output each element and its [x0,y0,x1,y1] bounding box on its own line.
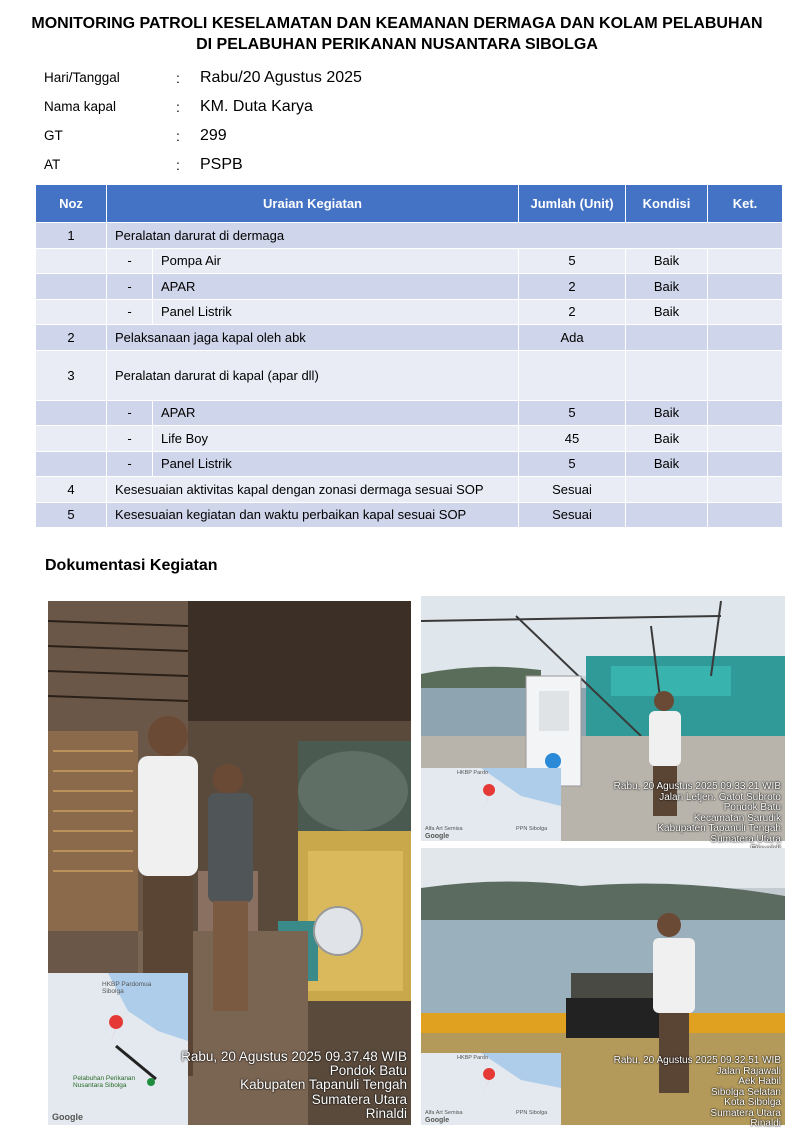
info-label: AT [44,157,61,172]
cell-uraian: Peralatan darurat di kapal (apar dll) [107,351,518,400]
title-line-2: DI PELABUHAN PERIKANAN NUSANTARA SIBOLGA [196,36,598,53]
cell-kondisi [626,477,707,502]
info-value: 299 [200,127,227,144]
activity-table [35,184,783,528]
cell-no [36,401,106,426]
table-row [36,477,782,502]
stamp-line: Rinaldi [365,1105,407,1121]
photo-harbor [421,848,785,1129]
cell-uraian: Kesesuaian kegiatan dan waktu perbaikan kapal sesuai SOP [107,503,518,528]
stamp-line: Pondok Batu [723,802,781,813]
stamp-line: Sumatera Utara [710,833,781,845]
cell-item: APAR [153,401,518,426]
table-row [36,249,782,274]
cell-jumlah: 5 [519,452,625,477]
cell-jumlah: 5 [519,249,625,274]
info-colon: : [176,99,180,115]
photo-2-stamp [614,782,781,856]
stamp-line: Kota Sibolga [724,1097,781,1108]
cell-no [36,300,106,325]
info-label: Nama kapal [44,99,117,114]
cell-ket [708,274,782,299]
cell-uraian: Peralatan darurat di dermaga [107,223,782,248]
map-label: Alfa Art Semisa [425,826,463,832]
map-label: PPN Sibolga [516,826,548,832]
cell-ket [708,452,782,477]
table-header-row [36,185,782,222]
photo-3-stamp [614,1056,781,1130]
cell-no [36,249,106,274]
stamp-line: Aek Habil [738,1076,781,1087]
map-label: HKBP Pardomua Sibolga [102,981,152,995]
info-colon: : [176,70,180,86]
cell-ket [708,477,782,502]
table-row [36,503,782,528]
cell-dash: - [107,401,152,426]
cell-ket [708,325,782,350]
stamp-line: Rabu, 20 Agustus 2025 09.33.21 WIB [613,781,781,792]
cell-no: 1 [36,223,106,248]
cell-kondisi [626,351,707,400]
col-header-jumlah: Jumlah (Unit) [519,185,625,222]
cell-item: Life Boy [153,426,518,451]
cell-jumlah: 2 [519,300,625,325]
stamp-line: Kecamatan Sarudik [693,812,781,824]
stamp-line: Rabu, 20 Agustus 2025 09.32.51 WIB [613,1055,781,1066]
engine-room-scene [48,601,411,1125]
table-row [36,401,782,426]
documentation-heading: Dokumentasi Kegiatan [45,557,218,574]
map-label: HKBP Pardo [457,770,489,776]
stamp-line: Sibolga Selatan [710,1086,781,1098]
stamp-line: Jalan Letjen. Gatot Subroto [659,791,781,803]
cell-no: 4 [36,477,106,502]
cell-no: 3 [36,351,106,400]
location-minimap [48,973,188,1125]
map-label: PPN Sibolga [516,1110,548,1116]
stamp-line: Sumatera Utara [311,1091,407,1107]
stamp-line: Sumatera Utara [710,1107,781,1119]
cell-ket [708,426,782,451]
cell-dash: - [107,249,152,274]
info-colon: : [176,128,180,144]
cell-ket [708,503,782,528]
cell-ket [708,249,782,274]
cell-kondisi [626,325,707,350]
photo-dock-panel [421,596,785,845]
document-title [0,13,794,55]
col-header-ket: Ket. [708,185,782,222]
cell-ket [708,401,782,426]
stamp-line: Rabu, 20 Agustus 2025 09.37.48 WIB [181,1049,407,1065]
col-header-no: Noz [36,185,106,222]
stamp-line: Kabupaten Tapanuli Tengah [657,823,781,834]
cell-ket [708,351,782,400]
google-logo: Google [52,1112,83,1122]
cell-jumlah [519,351,625,400]
cell-kondisi: Baik [626,452,707,477]
cell-item: Pompa Air [153,249,518,274]
photo-engine-room [48,601,411,1125]
info-colon: : [176,157,180,173]
cell-jumlah: Sesuai [519,503,625,528]
cell-ket [708,300,782,325]
cell-kondisi: Baik [626,426,707,451]
cell-jumlah: 2 [519,274,625,299]
info-label: GT [44,128,63,143]
cell-uraian: Kesesuaian aktivitas kapal dengan zonasi dermaga sesuai SOP [107,477,518,502]
cell-kondisi: Baik [626,249,707,274]
stamp-line: Jalan Rajawali [716,1065,781,1077]
cell-kondisi: Baik [626,274,707,299]
table-row [36,452,782,477]
cell-jumlah: 5 [519,401,625,426]
cell-no [36,274,106,299]
cell-dash: - [107,426,152,451]
cell-no: 5 [36,503,106,528]
cell-uraian: Pelaksanaan jaga kapal oleh abk [107,325,518,350]
map-label: Alfa Art Semisa [425,1110,463,1116]
info-value: Rabu/20 Agustus 2025 [200,69,362,86]
table-row [36,274,782,299]
stamp-line: Pondok Batu [329,1063,407,1079]
col-header-uraian: Uraian Kegiatan [107,185,518,222]
cell-jumlah: 45 [519,426,625,451]
stamp-line: Kabupaten Tapanuli Tengah [240,1077,407,1093]
cell-no: 2 [36,325,106,350]
stamp-line: Rinaldi [750,1118,781,1129]
cell-item: APAR [153,274,518,299]
table-row [36,223,782,248]
cell-jumlah: Sesuai [519,477,625,502]
cell-no [36,426,106,451]
cell-item: Panel Listrik [153,452,518,477]
col-header-kondisi: Kondisi [626,185,707,222]
google-logo: Google [425,833,450,840]
map-label: HKBP Pardo [457,1055,489,1061]
table-row [36,300,782,325]
map-label: Pelabuhan Perikanan Nusantara Sibolga [73,1075,136,1089]
info-value: KM. Duta Karya [200,98,313,115]
cell-dash: - [107,300,152,325]
cell-dash: - [107,452,152,477]
photo-1-stamp [181,1050,407,1121]
google-logo: Google [425,1117,450,1124]
cell-item: Panel Listrik [153,300,518,325]
cell-kondisi: Baik [626,300,707,325]
cell-dash: - [107,274,152,299]
table-row [36,351,782,400]
title-line-1: MONITORING PATROLI KESELAMATAN DAN KEAMANAN DERMAGA DAN KOLAM PELABUHAN [31,15,763,32]
table-row [36,426,782,451]
cell-no [36,452,106,477]
cell-kondisi [626,503,707,528]
worker-figure [208,764,253,1011]
cell-jumlah: Ada [519,325,625,350]
info-value: PSPB [200,156,243,173]
info-label: Hari/Tanggal [44,70,120,85]
cell-kondisi: Baik [626,401,707,426]
table-row [36,325,782,350]
